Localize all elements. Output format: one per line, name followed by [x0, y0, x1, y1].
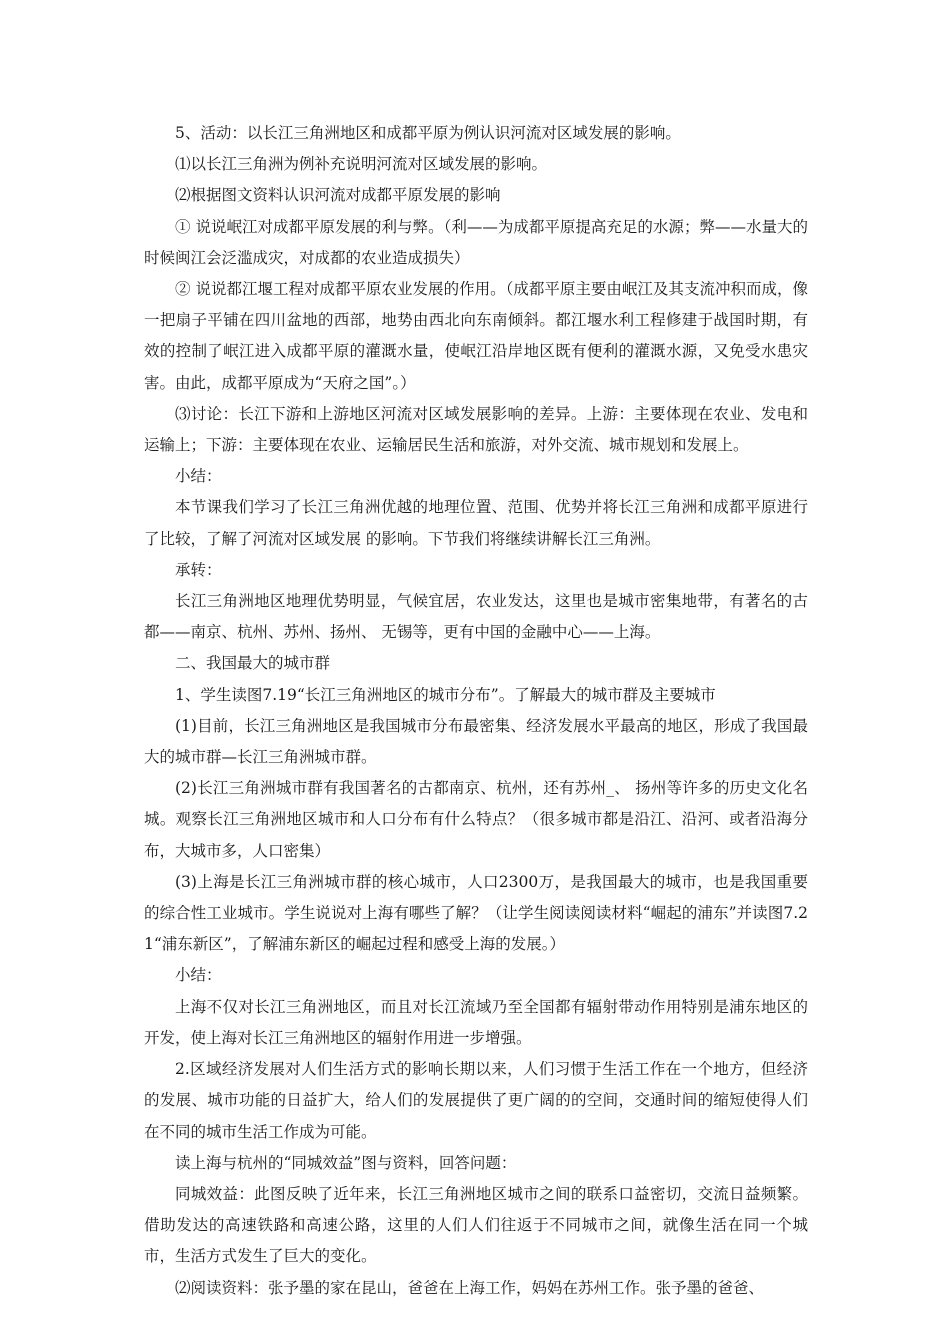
sub-question-2: ⑵根据图文资料认识河流对成都平原发展的影响 — [175, 186, 501, 205]
summary-paragraph: 本节课我们学习了长江三角洲优越的地理位置、范围、优势并将长江三角洲和成都平原进行了比较，了解了河流对区域发展 的影响。下节我们将继续讲解长江三角洲。 — [144, 498, 808, 548]
transition-paragraph: 长江三角洲地区地理优势明显，气候宜居，农业发达，这里也是城市密集地带，有著名的古都——南京、杭州、苏州、扬州、 无锡等，更有中国的金融中心——上海。 — [144, 592, 808, 642]
shanghai-summary: 上海不仅对长江三角洲地区，而且对长江流域乃至全国都有辐射带动作用特别是浦东地区的开发，使上海对长江三角洲地区的辐射作用进一步增强。 — [144, 997, 808, 1047]
reading-material: ⑵阅读资料：张予墨的家在昆山，爸爸在上海工作，妈妈在苏州工作。张予墨的爸爸、 — [175, 1278, 765, 1297]
section-heading: 二、我国最大的城市群 — [175, 654, 331, 673]
summary-label-2: 小结： — [175, 966, 222, 985]
city-cluster-point-1: (1)目前，长江三角洲地区是我国城市分布最密集、经济发展水平最高的地区，形成了我国最大的城市群—长江三角洲城市群。 — [144, 716, 808, 767]
summary-label: 小结： — [175, 467, 222, 486]
city-cluster-point-3: (3)上海是长江三角洲城市群的核心城市，人口2300万，是我国最大的城市，也是我国重要的综合性工业城市。学生说说对上海有哪些了解？（让学生阅读阅读材料“崛起的浦东”并读图7.21“浦东新区”，了解浦东新区的崛起过程和感受上海的发展。） — [144, 872, 808, 954]
same-city-task: 读上海与杭州的“同城效益”图与资料，回答问题： — [175, 1153, 517, 1172]
minjiang-pros-cons: ① 说说岷江对成都平原发展的利与弊。（利——为成都平原提高充足的水源；弊——水量大的时候闽江会泛滥成灾，对成都的农业造成损失） — [144, 217, 808, 267]
figure-reading-task: 1、学生读图7.19“长江三角洲地区的城市分布”。了解最大的城市群及主要城市 — [175, 685, 716, 704]
same-city-effect: 同城效益：此图反映了近年来，长江三角洲地区城市之间的联系口益密切，交流日益频繁。借助发达的高速铁路和高速公路，这里的人们人们往返于不同城市之间，就像生活在同一个城市，生活方式发生了巨大的变化。 — [144, 1184, 808, 1266]
dujiangyan-role: ② 说说都江堰工程对成都平原农业发展的作用。（成都平原主要由岷江及其支流冲积而成，像一把扇子平铺在四川盆地的西部，地势由西北向东南倾斜。都江堰水利工程修建于战国时期，有效的控制了岷江进入成都平原的灌溉水量，使岷江沿岸地区既有便利的灌溉水源，又免受水患灾害。由此，成都平原成为“天府之国”。） — [144, 280, 808, 392]
sub-question-1: ⑴以长江三角洲为例补充说明河流对区域发展的影响。 — [175, 155, 548, 174]
lifestyle-impact: 2.区域经济发展对人们生活方式的影响长期以来，人们习惯于生活工作在一个地方，但经济的发展、城市功能的日益扩大，给人们的发展提供了更广阔的的空间，交通时间的缩短使得人们在不同的城市生活工作成为可能。 — [144, 1060, 808, 1141]
activity-heading: 5、活动：以长江三角洲地区和成都平原为例认识河流对区域发展的影响。 — [175, 124, 681, 142]
discussion-paragraph: ⑶讨论：长江下游和上游地区河流对区域发展影响的差异。上游：主要体现在农业、发电和运输上；下游：主要体现在农业、运输居民生活和旅游，对外交流、城市规划和发展上。 — [144, 404, 808, 455]
city-cluster-point-2: (2)长江三角洲城市群有我国著名的古都南京、杭州，还有苏州_、 扬州等许多的历史文化名城。观察长江三角洲地区城市和人口分布有什么特点？（很多城市都是沿江、沿河、或者沿海分布，大城市多，人口密集） — [144, 779, 808, 860]
document-body — [144, 118, 808, 1304]
transition-label: 承转： — [175, 560, 222, 579]
